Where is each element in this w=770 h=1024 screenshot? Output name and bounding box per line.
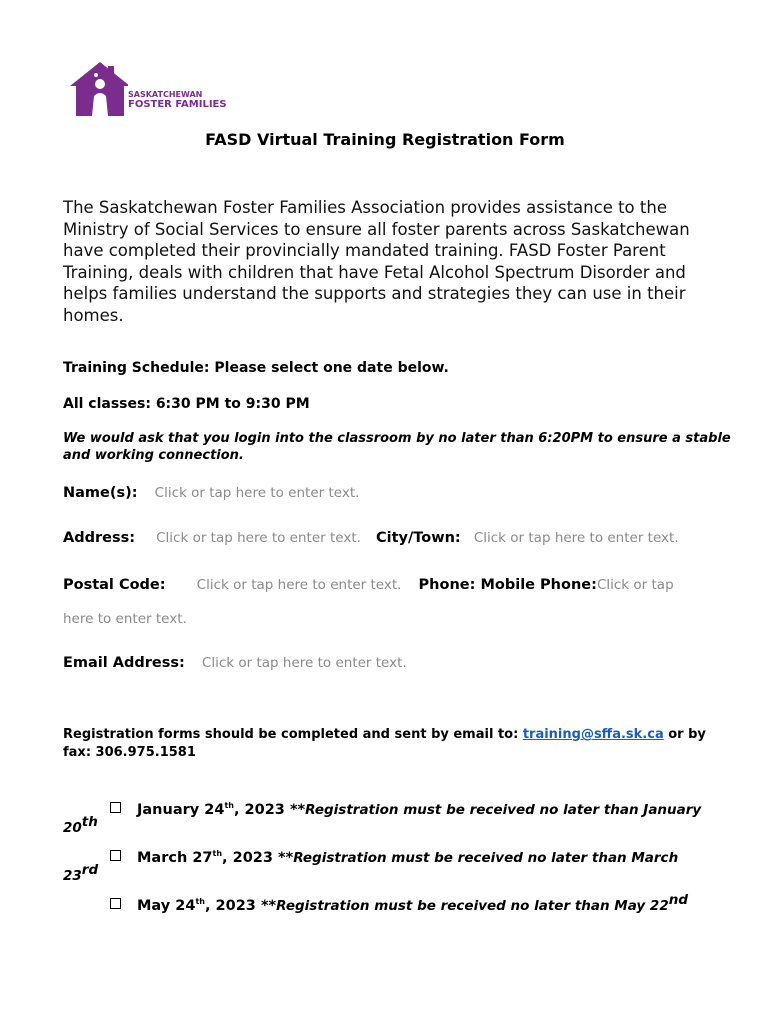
date-label: March 27 [137, 850, 213, 866]
email-label: Email Address: [63, 655, 185, 671]
registration-text-after: or by fax: 306.975.1581 [63, 727, 706, 760]
date-suffix: th [224, 801, 234, 811]
schedule-heading: Training Schedule: Please select one date below. [63, 360, 449, 376]
deadline-day: 23 [63, 868, 82, 884]
date-suffix: th [212, 849, 223, 859]
registration-text-before: Registration forms should be completed and sent by email to: [63, 727, 523, 742]
deadline-note: Registration must be received no later than January [305, 802, 702, 818]
login-note: We would ask that you login into the classroom by no later than 6:20PM to ensure a stable and working connection. [63, 431, 731, 463]
logo-line1: SASKATCHEWAN [128, 90, 203, 99]
deadline-suffix: th [81, 814, 98, 831]
logo-line2: FOSTER FAMILIES [128, 99, 227, 110]
email-field[interactable]: Click or tap here to enter text. [201, 655, 407, 671]
checkbox-march[interactable] [110, 850, 121, 861]
registration-email-link[interactable]: training@sffa.sk.ca [522, 727, 664, 742]
date-suffix: th [195, 897, 205, 907]
intro-paragraph: The Saskatchewan Foster Families Association provides assistance to the Ministry of Social Services to ensure all foster parents across Saskatchewan have completed their provincially mandated training. FASD Foster Parent Training, deals with children that have Fetal Alcohol Spectrum Disorder and helps families understand the supports and strategies they can use in their homes. [63, 198, 690, 325]
sffa-logo [68, 60, 240, 118]
postal-field[interactable]: Click or tap here to enter text. [196, 577, 402, 593]
registration-instructions [63, 726, 733, 762]
date-year: , 2023 ** [222, 850, 294, 866]
date-label: January 24 [137, 802, 225, 818]
names-row [63, 482, 359, 501]
house-logo-icon [68, 60, 128, 118]
date-year: , 2023 ** [204, 898, 277, 914]
date-option-2 [63, 849, 733, 885]
phone-label: Phone: Mobile Phone: [418, 577, 597, 593]
deadline-note: Registration must be received no later than May 22 [276, 898, 669, 914]
city-label: City/Town: [376, 530, 461, 546]
names-field[interactable]: Click or tap here to enter text. [154, 485, 360, 501]
address-field[interactable]: Click or tap here to enter text. [156, 530, 361, 546]
deadline-suffix: nd [668, 892, 688, 909]
deadline-suffix: rd [81, 862, 99, 879]
date-option-3 [63, 892, 733, 915]
date-option-1 [63, 801, 733, 837]
postal-phone-row [63, 574, 674, 593]
postal-label: Postal Code: [63, 577, 166, 593]
checkbox-may[interactable] [110, 898, 121, 909]
email-row [63, 652, 407, 671]
phone-field[interactable]: Click or tap [596, 577, 674, 593]
phone-field-continued [63, 608, 187, 627]
address-label: Address: [63, 530, 136, 546]
classes-time: All classes: 6:30 PM to 9:30 PM [63, 396, 310, 412]
logo-text [128, 90, 227, 110]
deadline-note: Registration must be received no later than March [293, 850, 679, 866]
date-label: May 24 [137, 898, 196, 914]
phone-field-wrap[interactable]: here to enter text. [63, 611, 187, 627]
date-year: , 2023 ** [233, 802, 306, 818]
city-field[interactable]: Click or tap here to enter text. [473, 530, 679, 546]
checkbox-january[interactable] [110, 802, 121, 813]
address-row [63, 527, 679, 546]
page-title: FASD Virtual Training Registration Form [205, 130, 565, 149]
deadline-day: 20 [63, 820, 82, 836]
names-label: Name(s): [63, 485, 138, 501]
